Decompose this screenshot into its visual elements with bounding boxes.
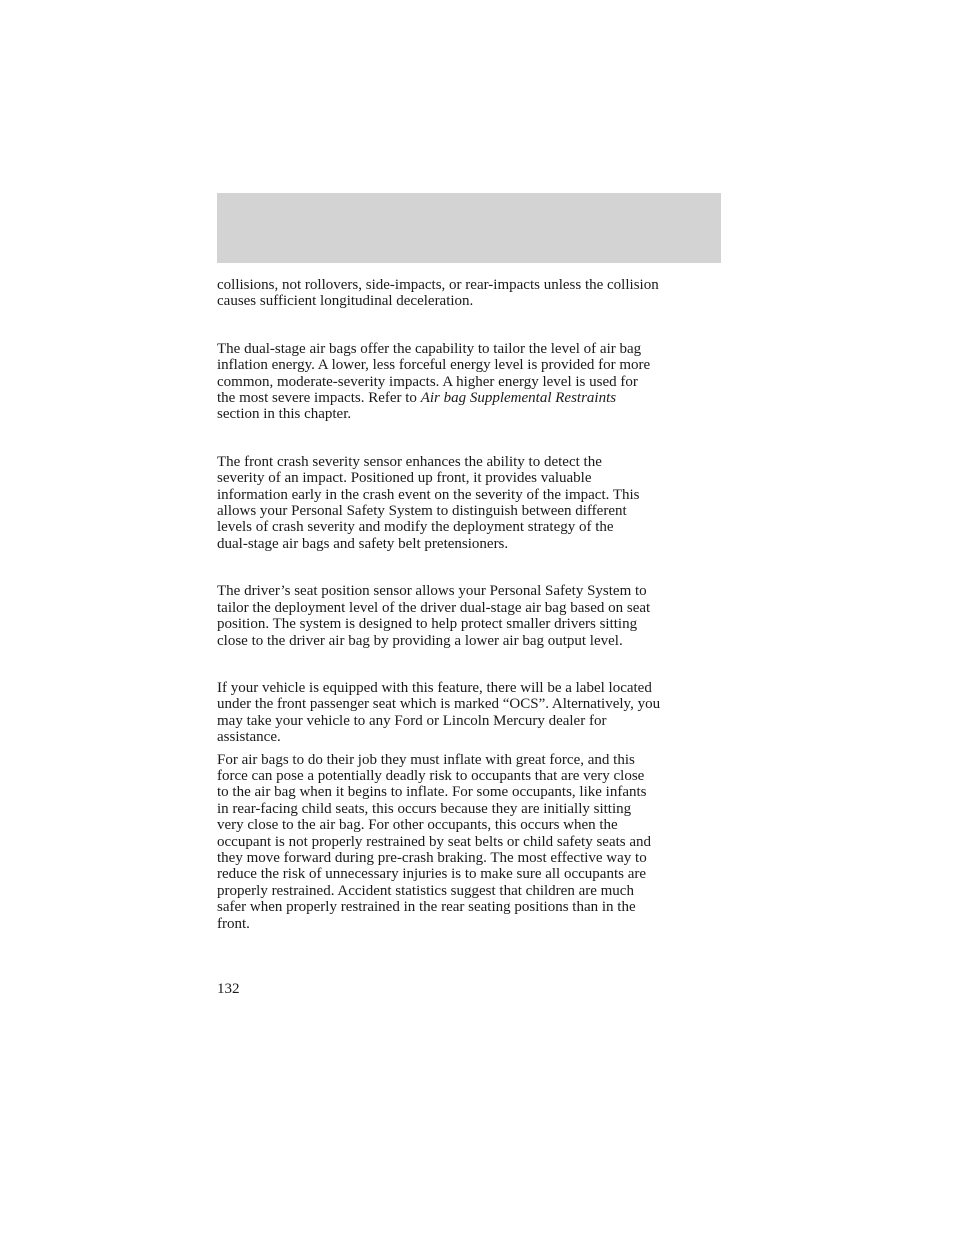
paragraph-air-bag-force-warning: For air bags to do their job they must inflate with great force, and this force can pose a potentially deadly risk to occupants that are very close to the air bag when it begins to inflate. For some occupants, like infants in rear-facing child seats, this occurs because they are initially sitting very close to the air bag. For other occupants, this occurs when the occupant is not properly restrained by seat belts or child safety seats and they move forward during pre-crash braking. The most effective way to reduce the risk of unnecessary injuries is to make sure all occupants are properly restrained. Accident statistics suggest that children are much safer when properly restrained in the rear seating positions than in the front. bbox=[217, 751, 652, 932]
section-header-bar bbox=[217, 193, 721, 263]
paragraph-dual-stage-text: The dual-stage air bags offer the capability to tailor the level of air bag inflation energy. A lower, less forceful energy level is provided for more common, moderate-severity impacts. A higher energy level is used for the most severe impacts. Refer to bbox=[217, 340, 651, 407]
paragraph-crash-severity-sensor: The front crash severity sensor enhances the ability to detect the severity of an impact. Positioned up front, it provides valuable information early in the crash event on the severity of the impact. This allows your Personal Safety System to distinguish between different levels of crash severity and modify the deployment strategy of the dual-stage air bags and safety belt pretensioners. bbox=[217, 453, 640, 552]
page-number: 132 bbox=[217, 981, 240, 997]
paragraph-seat-position-sensor: The driver’s seat position sensor allows your Personal Safety System to tailor the deployment level of the driver dual-stage air bag based on seat position. The system is designed to help protect smaller drivers sitting close to the driver air bag by providing a lower air bag output level. bbox=[217, 583, 651, 649]
paragraph-collision-scope: collisions, not rollovers, side-impacts, or rear-impacts unless the collision causes sufficient longitudinal deceleration. bbox=[217, 277, 659, 310]
page-body bbox=[217, 277, 727, 932]
paragraph-ocs-label: If your vehicle is equipped with this feature, there will be a label located under the front passenger seat which is marked “OCS”. Alternatively, you may take your vehicle to any Ford or Lincoln Mercury dealer for assistance. bbox=[217, 679, 661, 746]
paragraph-dual-stage-tail: section in this chapter. bbox=[217, 406, 352, 423]
paragraph-dual-stage-air-bags bbox=[217, 341, 727, 423]
cross-reference-link-text: Air bag Supplemental Restraints bbox=[420, 390, 617, 407]
